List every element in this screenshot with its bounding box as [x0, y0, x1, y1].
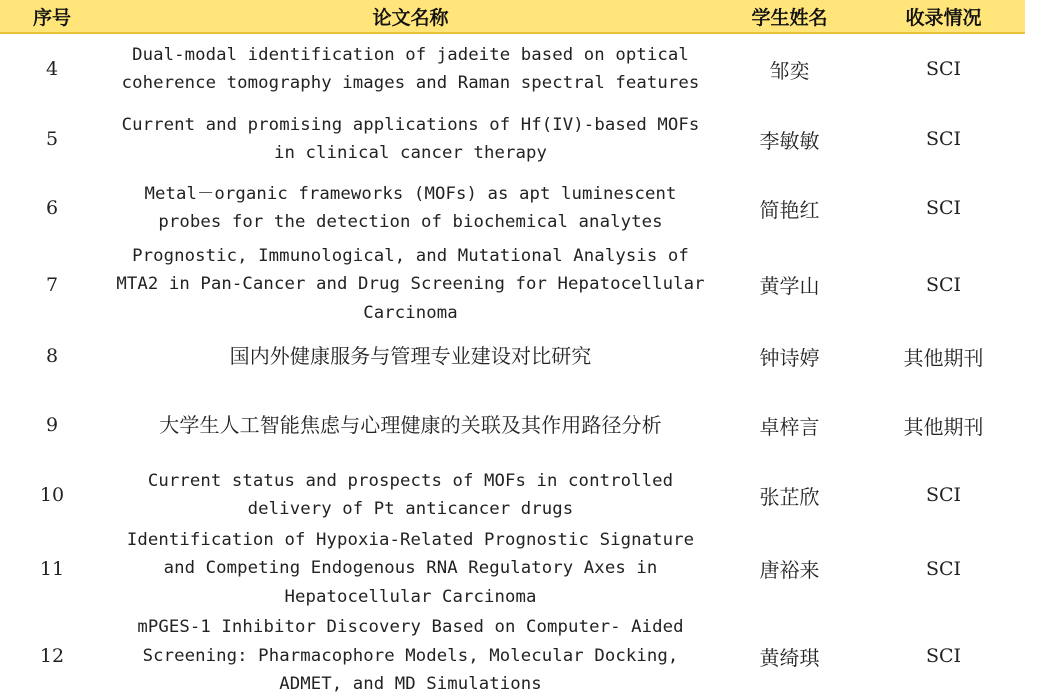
row-student: 卓梓言	[759, 414, 820, 439]
header-index: 收录情况	[905, 6, 982, 29]
row-index: SCI	[925, 58, 962, 80]
row-no: 12	[39, 645, 65, 667]
header-title: 论文名称	[372, 6, 449, 29]
row-title: Dual-modal identification of jadeite based on optical coherence tomography images and Raman spectral features	[121, 44, 700, 93]
row-student: 张芷欣	[759, 484, 820, 509]
row-index: SCI	[925, 128, 962, 150]
row-no: 6	[45, 197, 59, 219]
row-title: 国内外健康服务与管理专业建设对比研究	[229, 343, 592, 368]
row-title: 大学生人工智能焦虑与心理健康的关联及其作用路径分析	[159, 412, 662, 437]
header-no: 序号	[32, 6, 71, 29]
row-no: 4	[45, 58, 59, 80]
row-no: 5	[45, 128, 59, 150]
row-no: 9	[45, 414, 59, 436]
row-title: Identification of Hypoxia-Related Prognostic Signature and Competing Endogenous RNA Regulatory Axes in Hepatocellular Carcinoma	[126, 529, 695, 607]
row-no: 8	[45, 345, 59, 367]
table-header	[0, 0, 1025, 34]
row-index: SCI	[925, 197, 962, 219]
table-row	[0, 612, 1025, 700]
row-index: 其他期刊	[903, 345, 984, 370]
row-title: Current and promising applications of Hf(IV)-based MOFs in clinical cancer therapy	[121, 114, 700, 163]
table-row	[0, 465, 1025, 525]
row-student: 唐裕来	[759, 558, 820, 582]
row-student: 黄绮琪	[759, 645, 820, 670]
row-no: 7	[45, 273, 59, 296]
table-row	[0, 385, 1025, 465]
row-title: Current status and prospects of MOFs in controlled delivery of Pt anticancer drugs	[147, 470, 674, 519]
row-student: 李敏敏	[759, 128, 820, 153]
row-title: Metal－organic frameworks (MOFs) as apt luminescent probes for the detection of biochemical analytes	[144, 183, 677, 232]
table-row	[0, 242, 1025, 327]
row-title: mPGES-1 Inhibitor Discovery Based on Computer- Aided Screening: Pharmacophore Models, Molecular Docking, ADMET, and MD Simulations	[137, 617, 684, 695]
row-index: SCI	[925, 645, 962, 667]
row-no: 11	[39, 557, 65, 580]
row-index: SCI	[925, 557, 962, 580]
row-no: 10	[39, 484, 65, 506]
row-index: SCI	[925, 484, 962, 506]
table-row	[0, 104, 1025, 174]
row-student: 钟诗婷	[759, 345, 820, 370]
row-index: SCI	[925, 273, 962, 296]
row-student: 邹奕	[769, 58, 810, 83]
table-row	[0, 525, 1025, 612]
row-title: Prognostic, Immunological, and Mutational Analysis of MTA2 in Pan-Cancer and Drug Screening for Hepatocellular Carcinoma	[116, 245, 705, 323]
row-student: 黄学山	[759, 274, 820, 298]
row-student: 简艳红	[759, 197, 820, 222]
row-index: 其他期刊	[903, 414, 984, 439]
table-row	[0, 174, 1025, 242]
table-row	[0, 327, 1025, 385]
table-row	[0, 34, 1025, 104]
header-student: 学生姓名	[751, 6, 828, 29]
